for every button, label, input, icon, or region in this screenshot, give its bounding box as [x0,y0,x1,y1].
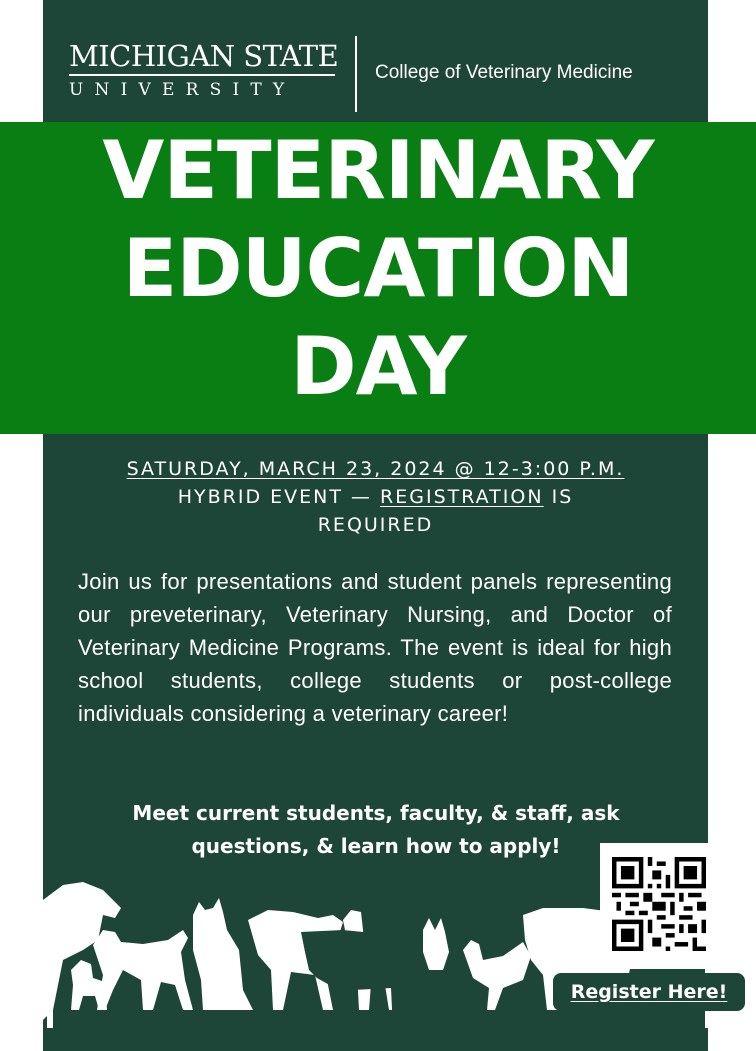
event-date: SATURDAY, MARCH 23, 2024 @ 12-3:00 P.M. [126,458,625,480]
event-description: Join us for presentations and student panels representing our preveterinary, Veterinary Nursing, and Doctor of Veterinary Medicine Programs. The event is ideal for high school students, college students or post-college individuals considering a veterinary career! [78,569,672,726]
logo-line-1: MICHIGAN STATE [69,39,339,73]
register-button[interactable]: Register Here! [553,973,745,1011]
logo-line-2: UNIVERSITY [69,80,296,100]
event-info [43,455,708,539]
qr-code[interactable] [600,843,718,969]
event-title [0,122,756,416]
qr-code-graphic [612,857,706,951]
registration-link[interactable]: REGISTRATION [380,486,544,508]
header [43,0,708,122]
college-name: College of Veterinary Medicine [375,62,633,83]
event-format [43,483,708,511]
logo-rule [69,74,335,76]
is-text: IS [543,486,574,508]
title-line-2: EDUCATION [122,222,634,315]
call-to-action [100,797,652,863]
cta-line-2: questions, & learn how to apply! [191,834,561,858]
title-line-3: DAY [290,320,466,413]
cta-line-1: Meet current students, faculty, & staff, ask [132,801,620,825]
msu-logo [69,40,339,101]
required-text: REQUIRED [317,514,434,536]
title-line-1: VETERINARY [102,124,654,217]
hybrid-text: HYBRID EVENT — [177,486,381,508]
header-divider [355,36,357,112]
